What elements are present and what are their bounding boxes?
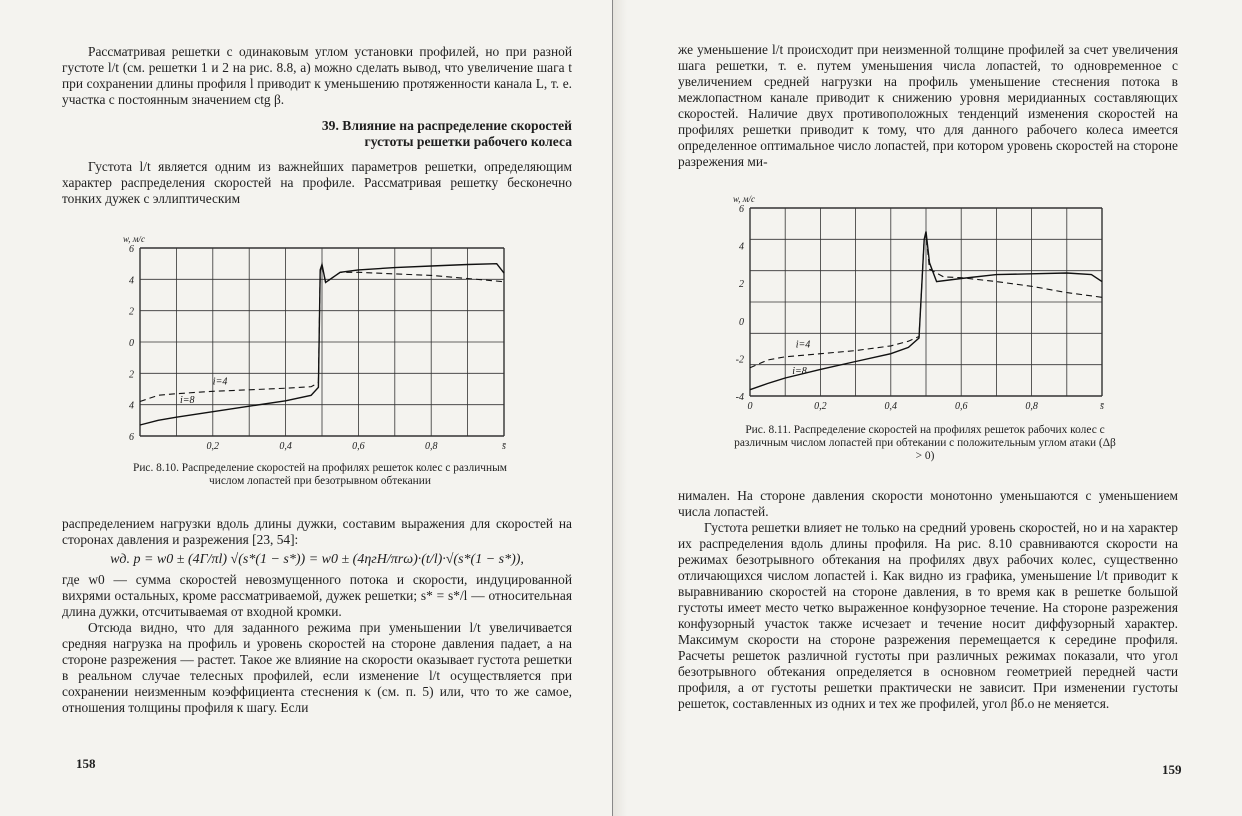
right-paragraph-1: же уменьшение l/t происходит при неизменной толщине профилей за счет увеличения шага решетки, т. е. путем уменьшения числа лопастей, то одновременное с увеличением средней нагрузки на профиль уменьшение стеснения потока в межлопастном канале приводит к снижению уровня меридианных составляющих скоростей. Наличие двух противоположных тенденций изменения скоростей на профилях решетки приводит к тому, что для данного рабочего колеса имеется определенное оптимальное число лопастей, при котором уровень скоростей на стороне разрежения ми- [678,42,1178,169]
figure-8-11-caption: Рис. 8.11. Распределение скоростей на профилях решеток рабочих колес с различным числом лопастей при обтекании с положительным углом атаки (Δβ > 0) [734,424,1116,462]
y-tick-label: 6 [739,204,744,215]
y-tick-label: 6 [129,432,134,443]
y-tick-label: 4 [739,241,744,253]
page-number-left: 158 [76,756,96,771]
section-heading-line2: густоты решетки рабочего колеса [364,134,572,149]
left-page [0,0,618,816]
right-column-bottom [678,488,1178,712]
figure-8-10 [112,236,512,456]
right-column-top [678,42,1178,170]
right-paragraph-2: нимален. На стороне давления скорости монотонно уменьшаются с уменьшением числа лопастей. [678,488,1178,519]
chart-8-10 [112,236,512,456]
y-axis-label: w, м/с [732,194,756,204]
y-tick-label: 4 [129,275,134,287]
chart-8-11 [722,194,1122,422]
x-tick-label: s̄ [502,441,506,452]
x-tick-label: 0,6 [352,441,365,452]
section-heading-line1: 39. Влияние на распределение скоростей [321,118,572,133]
x-tick-label: 0,2 [814,401,827,412]
figure-8-11 [722,194,1122,422]
left-paragraph-3: распределением нагрузки вдоль длины дужки, составим выражения для скоростей на сторонах давления и разрежения [23, 54]: [62,516,572,547]
x-tick-label: 0,8 [1025,401,1038,412]
y-tick-label: 2 [129,306,134,318]
x-tick-label: 0 [747,401,753,412]
page-number-right: 159 [1162,762,1182,777]
left-column-bottom [62,516,572,716]
left-paragraph-4: где w0 — сумма скоростей невозмущенного потока и скорости, индуцированной вихрями остальных, кроме рассматриваемой, дужек решетки; s* = s*/l — относительная длина дужки, отсчитываемая от входной кромки. [62,572,572,619]
left-paragraph-2: Густота l/t является одним из важнейших параметров решетки, определяющим характер распределения скоростей на профиле. Рассматривая решетку бесконечно тонких дужек с эллиптическим [62,159,572,206]
curve-label: i=4 [212,376,228,388]
right-paragraph-3: Густота решетки влияет не только на средний уровень скоростей, но и на характер их распределения вдоль длины профиля. На рис. 8.10 сравниваются скорости на режимах безотрывного обтекания на профилях двух рабочих колес, существенно отличающихся числом лопастей i. Как видно из графика, уменьшение l/t приводит к выравниванию скоростей на стороне давления, в то время как в решетке большой густоты имеет место четко выраженное конфузорное течение. На стороне разрежения конфузорный участок также исчезает и течение носит диффузорный характер. Максимум скорости на стороне разрежения перемещается к середине профиля. Расчеты решеток различной густоты при различных режимах показали, что угол безотрывного обтекания определяется в основном геометрией передней части профиля, а от густоты решетки практически не зависит. При изменении густоты решеток, составленных из одних и тех же профилей, угол βб.о не меняется. [678,520,1178,711]
figure-8-10-caption: Рис. 8.10. Распределение скоростей на профилях решеток колес с различным числом лопастей при безотрывном обтекании [132,462,507,487]
y-tick-label: 2 [739,279,744,291]
left-paragraph-5: Отсюда видно, что для заданного режима при уменьшении l/t увеличивается средняя нагрузка на профиль и уровень скоростей на стороне давления падает, а на стороне разрежения — растет. Такое же влияние на скорости оказывает густота решетки в реальном случае телесных профилей, если изменение l/t осуществляется при сохранении неизменным коэффициента стеснения κ (см. п. 5) или, что то же самое, отношения толщины профиля к шагу. Если [62,620,572,715]
y-tick-label: 0 [129,338,134,349]
curve-label: i=8 [180,395,195,407]
velocity-equation: wд. р = w0 ± (4Г/πl) √(s*(1 − s*)) = w0 ± (4ηгH/πrω)·(t/l)·√(s*(1 − s*)), [110,552,524,567]
x-tick-label: 0,4 [884,401,898,412]
right-page [622,0,1242,816]
y-tick-label: 4 [129,400,134,412]
left-paragraph-1: Рассматривая решетки с одинаковым углом установки профилей, но при разной густоте l/t (см. решетки 1 и 2 на рис. 8.8, а) можно сделать вывод, что увеличение шага t при сохранении длины профиля l приводит к уменьшению протяженности канала L, т. е. участка с постоянным значением ctg β. [62,44,572,107]
y-axis-label: w, м/с [122,236,146,244]
y-tick-label: -2 [735,354,744,366]
y-tick-label: -4 [735,392,744,403]
curve-label: i=8 [792,366,807,378]
x-tick-label: 0,8 [424,441,438,452]
curve-label: i=4 [795,339,811,351]
y-tick-label: 2 [129,369,134,381]
y-tick-label: 6 [129,244,134,255]
x-tick-label: 0,6 [954,401,968,412]
left-column-top [62,44,572,207]
y-tick-label: 0 [739,316,744,328]
x-tick-label: 0,4 [279,441,292,452]
x-tick-label: 0,2 [206,441,220,452]
x-tick-label: s̄ [1100,401,1104,412]
